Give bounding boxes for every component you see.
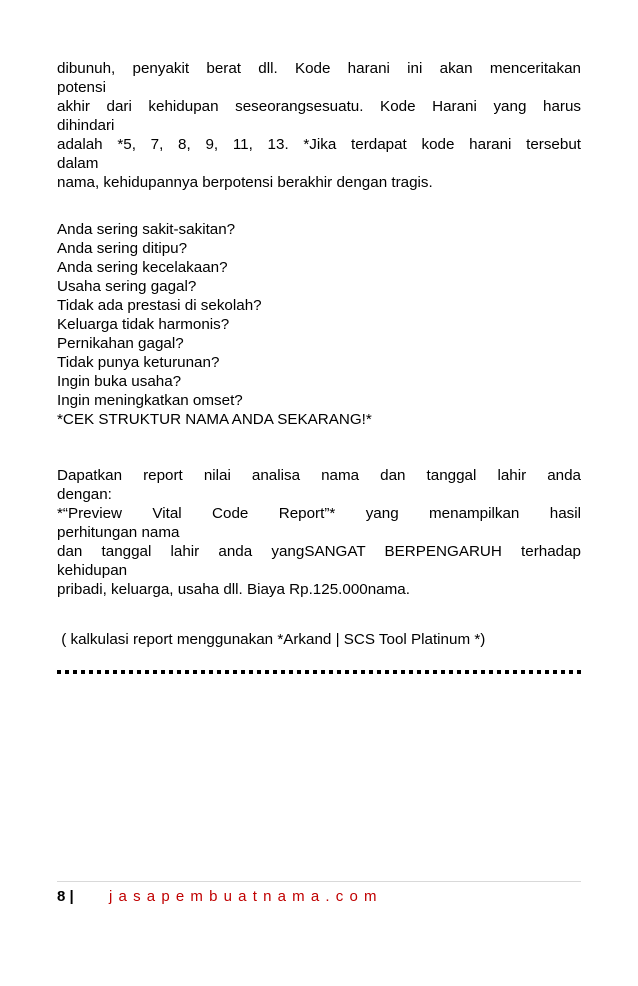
question-item: Usaha sering gagal? [57, 278, 197, 295]
question-item: Anda sering ditipu? [57, 240, 188, 257]
paragraph-line: *“Preview Vital Code Report”* yang menampilkan hasil [57, 505, 581, 522]
question-item: Ingin meningkatkan omset? [57, 392, 243, 409]
dotted-divider [57, 670, 581, 674]
paragraph-line: dengan: [57, 486, 112, 503]
page-number: 8 | [57, 888, 74, 905]
paragraph-line: adalah *5, 7, 8, 9, 11, 13. *Jika terdapat kode harani tersebut [57, 136, 581, 153]
paragraph-line: dibunuh, penyakit berat dll. Kode harani ini akan menceritakan [57, 60, 581, 77]
question-item: Ingin buka usaha? [57, 373, 182, 390]
footer-website-link[interactable]: jasapembuatnama.com [109, 888, 383, 905]
page-footer [57, 886, 383, 908]
paragraph-harani-code [57, 59, 581, 192]
note-line: ( kalkulasi report menggunakan *Arkand | SCS Tool Platinum *) [57, 631, 486, 648]
paragraph-report-offer [57, 466, 581, 599]
paragraph-line: pribadi, keluarga, usaha dll. Biaya Rp.125.000nama. [57, 581, 410, 598]
paragraph-line: dalam [57, 155, 99, 172]
calculation-note [57, 630, 581, 649]
question-item: Anda sering kecelakaan? [57, 259, 228, 276]
paragraph-line: dan tanggal lahir anda yangSANGAT BERPENGARUH terhadap [57, 543, 581, 560]
paragraph-line: nama, kehidupannya berpotensi berakhir dengan tragis. [57, 174, 433, 191]
paragraph-line: Dapatkan report nilai analisa nama dan tanggal lahir anda [57, 467, 581, 484]
paragraph-line: dihindari [57, 117, 115, 134]
question-list [57, 220, 581, 429]
paragraph-line: perhitungan nama [57, 524, 180, 541]
question-item: Tidak ada prestasi di sekolah? [57, 297, 262, 314]
question-item: Tidak punya keturunan? [57, 354, 220, 371]
paragraph-line: akhir dari kehidupan seseorangsesuatu. Kode Harani yang harus [57, 98, 581, 115]
question-item: Pernikahan gagal? [57, 335, 184, 352]
paragraph-line: kehidupan [57, 562, 128, 579]
question-item: Anda sering sakit-sakitan? [57, 221, 236, 238]
question-item: Keluarga tidak harmonis? [57, 316, 230, 333]
paragraph-line: potensi [57, 79, 106, 96]
call-to-action: *CEK STRUKTUR NAMA ANDA SEKARANG!* [57, 411, 372, 428]
footer-divider [57, 881, 581, 882]
